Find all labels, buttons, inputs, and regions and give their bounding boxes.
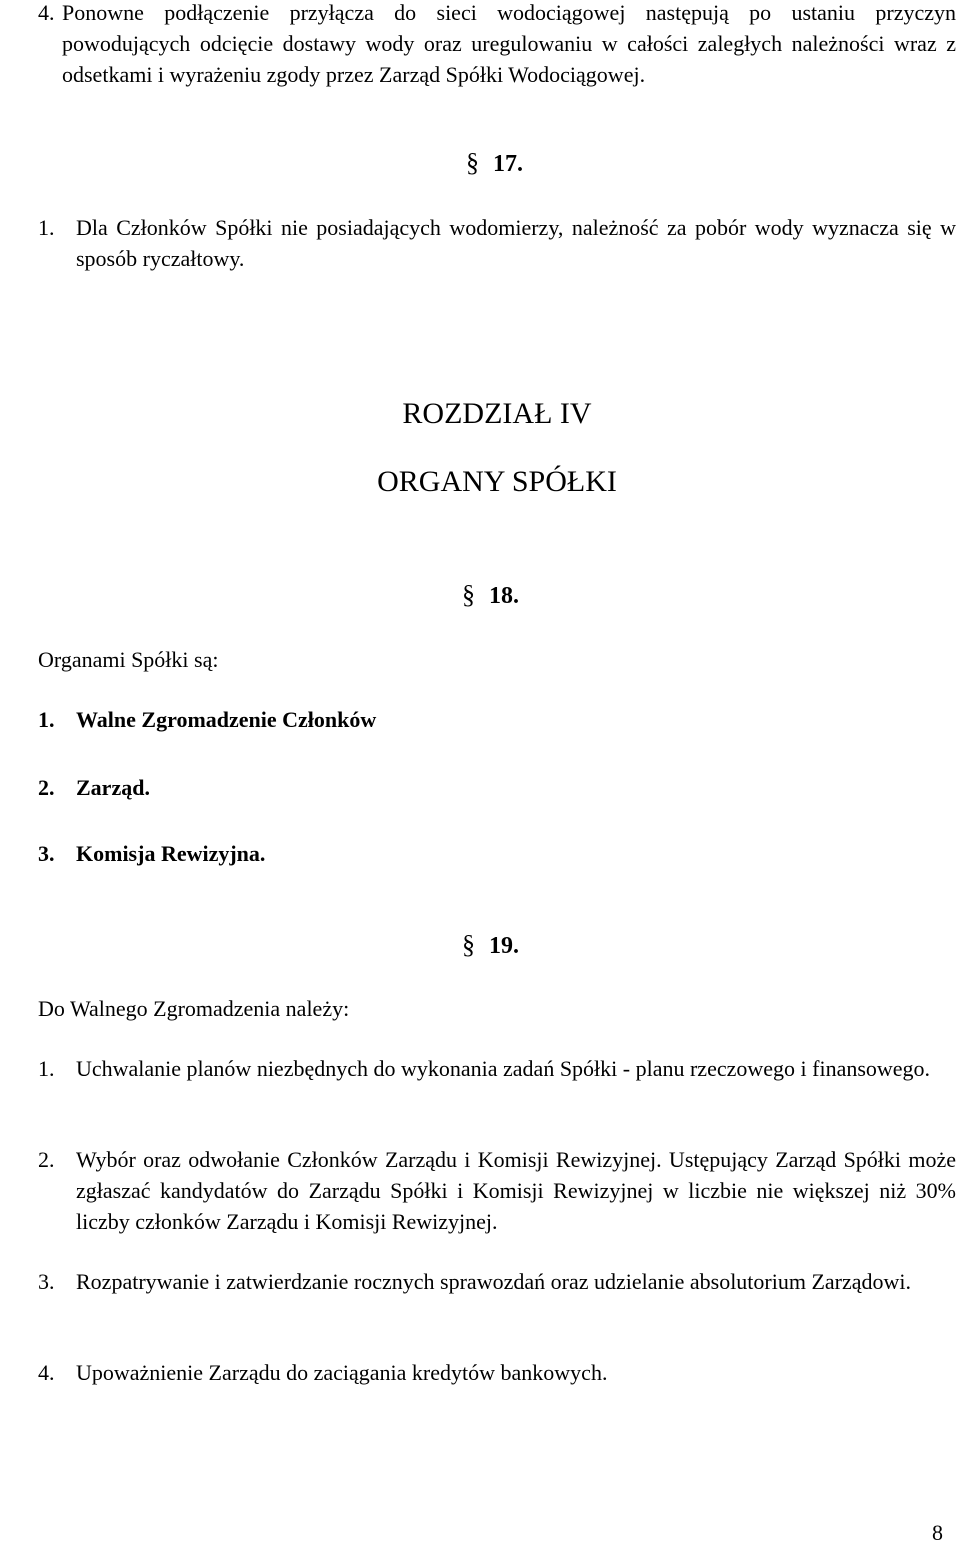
section-label: 17. (493, 151, 523, 177)
paragraph-number: 4. (38, 0, 55, 25)
section-label: 18. (489, 583, 519, 609)
paragraph-text-content: Ponowne podłączenie przyłącza do sieci wodociągowej następują po ustaniu przyczyn powodujących odcięcie dostawy wody oraz uregulowaniu w całości zaległych należności wraz z odsetkami i wyrażeniu zgody przez Zarząd Spółki Wodociągowej. (62, 0, 956, 87)
list-item-number: 1. (38, 1056, 55, 1081)
paragraph-text (62, 0, 956, 90)
list-item-number: 2. (38, 775, 55, 800)
list-item-number: 2. (38, 1147, 55, 1172)
section-label: 19. (489, 933, 519, 959)
chapter-title: ROZDZIAŁ IV (402, 397, 592, 430)
list-item-number: 3. (38, 841, 55, 866)
section-17-heading (466, 148, 523, 179)
list-item-text: Komisja Rewizyjna. (76, 841, 266, 866)
section-symbol: § (462, 580, 475, 609)
list-item-text: Uchwalanie planów niezbędnych do wykonania zadań Spółki - planu rzeczowego i finansowego. (76, 1056, 931, 1081)
list-item-number: 4. (38, 1360, 55, 1385)
section-symbol: § (466, 148, 479, 177)
chapter-subtitle: ORGANY SPÓŁKI (377, 465, 617, 498)
list-item-number: 3. (38, 1269, 55, 1294)
section-18-intro: Organami Spółki są: (38, 647, 219, 672)
section-symbol: § (462, 930, 475, 959)
section-18-heading (462, 580, 519, 611)
page-number: 8 (932, 1520, 943, 1545)
list-item-text: Upoważnienie Zarządu do zaciągania kredytów bankowych. (76, 1360, 608, 1385)
list-item-number: 1. (38, 707, 55, 732)
section-19-heading (462, 930, 519, 961)
section-19-intro: Do Walnego Zgromadzenia należy: (38, 996, 350, 1021)
list-item-text: Rozpatrywanie i zatwierdzanie rocznych sprawozdań oraz udzielanie absolutorium Zarządowi. (76, 1269, 912, 1294)
item-number: 1. (38, 215, 55, 240)
list-item-text: Wybór oraz odwołanie Członków Zarządu i Komisji Rewizyjnej. Ustępujący Zarząd Spółki może zgłaszać kandydatów do Zarządu Spółki i Komisji Rewizyjnej w liczbie nie większej niż 30% liczby członków Zarządu i Komisji Rewizyjnej. (76, 1147, 956, 1234)
list-item-text: Walne Zgromadzenie Członków (76, 707, 377, 732)
item-text: Dla Członków Spółki nie posiadających wodomierzy, należność za pobór wody wyznacza się w sposób ryczałtowy. (76, 215, 956, 271)
list-item-text: Zarząd. (76, 775, 150, 800)
